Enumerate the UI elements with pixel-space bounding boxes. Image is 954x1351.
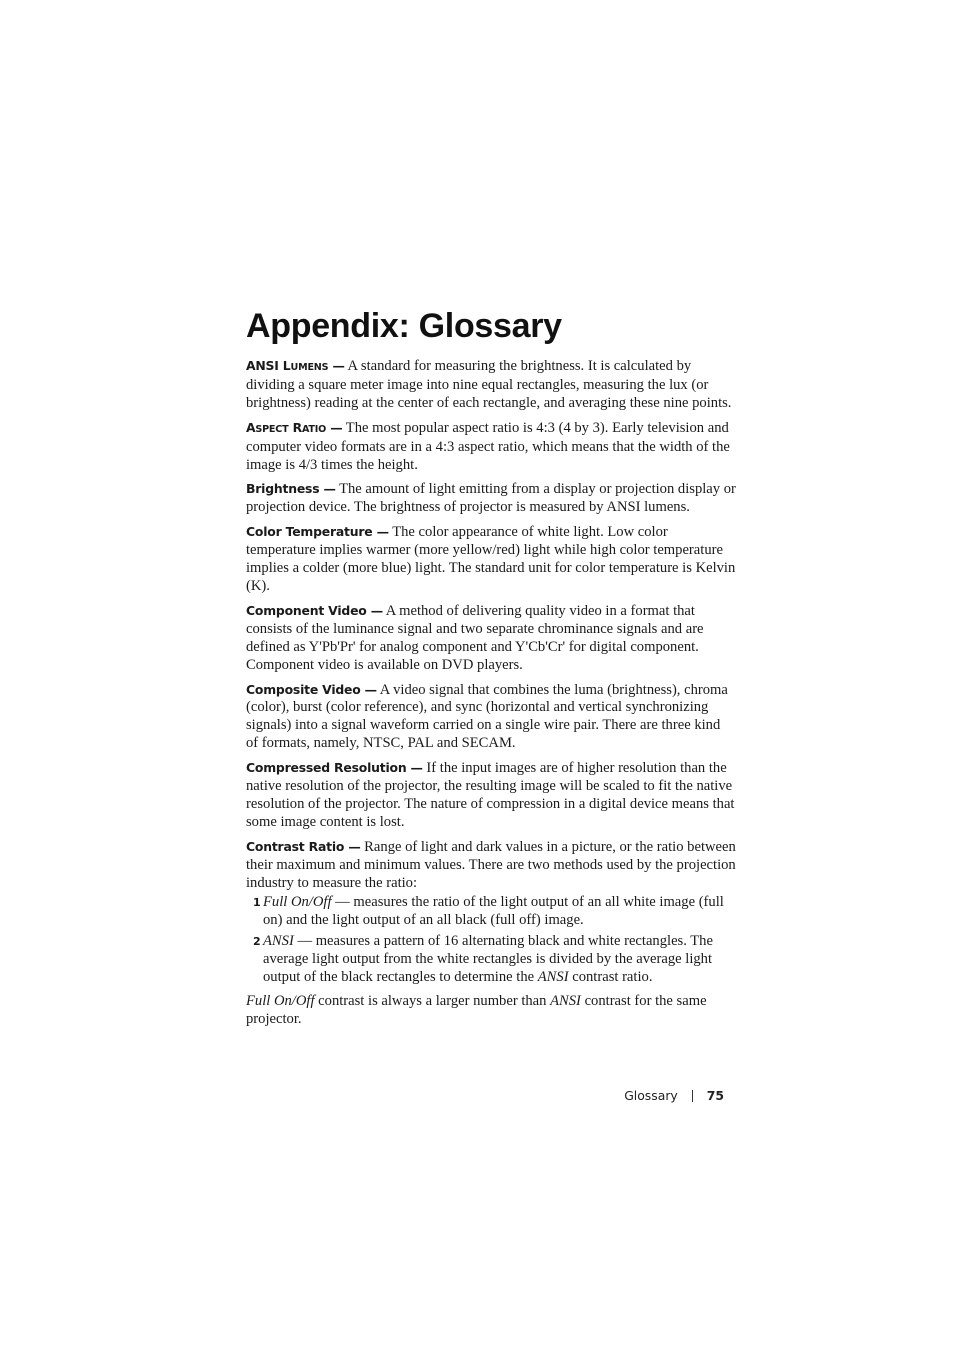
glossary-definition: The amount of light emitting from a display or projection display or projection device. The brightness of projector is measured by ANSI lumens. [246, 481, 736, 516]
glossary-entry-contrast-ratio [246, 838, 736, 893]
glossary-entry-color-temperature [246, 523, 736, 596]
method-name: Full On/Off [263, 894, 332, 911]
footer-divider [692, 1090, 693, 1102]
glossary-term: Composite Video — [246, 681, 377, 697]
list-item [246, 894, 736, 930]
closing-paragraph: Full On/Off contrast is always a larger number than ANSI contrast for the same projector. [246, 993, 707, 1027]
glossary-term: Compressed Resolution — [246, 760, 423, 776]
list-item: 2 ANSI — measures a pattern of 16 alternating black and white rectangles. The average light output from the white rectangles is divided by the average light output of the black rectangles to determine the ANSI contrast ratio. [253, 933, 713, 986]
glossary-term: Brightness — [246, 481, 336, 497]
page-title: Appendix: Glossary [246, 307, 562, 345]
method-description: — measures a pattern of 16 alternating black and white rectangles. The average light output from the white rectangles is divided by the average light output of the black rectangles to determine the [263, 933, 713, 986]
glossary-definition: A video signal that combines the luma (brightness), chroma (color), burst (color reference), and sync (horizontal and vertical synchronizing signals) into a signal waveform carried on a single wire pair. There are three kind of formats, namely, NTSC, PAL and SECAM. [246, 681, 728, 752]
glossary-entry-composite-video [246, 681, 736, 754]
glossary-definition: If the input images are of higher resolution than the native resolution of the projector, the resulting image will be scaled to fit the native resolution of the projector. The nature of compression in a digital device means that some image content is lost. [246, 760, 735, 830]
list-number: 1 [253, 896, 261, 910]
glossary-entry-component-video [246, 602, 736, 675]
contrast-methods-list [246, 894, 736, 987]
method-description: — measures the ratio of the light output of an all white image (full on) and the light output of an all black (full off) image. [263, 894, 724, 929]
glossary-term: Component Video — [246, 602, 383, 618]
glossary-term: ANSI LUMENS — [246, 358, 345, 373]
glossary-definition: A method of delivering quality video in a format that consists of the luminance signal and two separate chrominance signals and are defined as Y'Pb'Pr' for analog component and Y'Cb'Cr' for digital component. Component video is available on DVD players. [246, 602, 704, 673]
glossary-entry-aspect-ratio [246, 419, 736, 475]
glossary-entry-compressed-resolution [246, 759, 736, 832]
method-name: ANSI [263, 933, 294, 950]
glossary-definition: The color appearance of white light. Low color temperature implies warmer (more yellow/red) light while high color temperature implies a colder (more blue) light. The standard unit for color temperature is Kelvin (K). [246, 524, 736, 594]
glossary-term: ASPECT RATIO — [246, 419, 343, 435]
glossary-definition: Range of light and dark values in a picture, or the ratio between their maximum and minimum values. There are two methods used by the projection industry to measure the ratio: [246, 838, 736, 891]
glossary-term: Color Temperature — [246, 524, 389, 540]
glossary-definition: A standard for measuring the brightness. It is calculated by dividing a square meter image into nine equal rectangles, measuring the lux (or brightness) reading at the center of each rectangle, and averaging these nine points. [246, 358, 732, 411]
glossary-entry-brightness [246, 480, 736, 517]
glossary-term: Contrast Ratio — [246, 838, 361, 854]
footer-section-name: Glossary [624, 1088, 678, 1103]
glossary-definition: The most popular aspect ratio is 4:3 (4 by 3). Early television and computer video formats are in a 4:3 aspect ratio, which means that the width of the image is 4/3 times the height. [246, 419, 730, 473]
page-number: 75 [706, 1088, 724, 1103]
glossary-entry-ansi-lumens [246, 357, 736, 413]
page-footer [624, 1088, 724, 1103]
list-number: 2 [253, 935, 261, 949]
glossary-body [246, 357, 736, 1035]
